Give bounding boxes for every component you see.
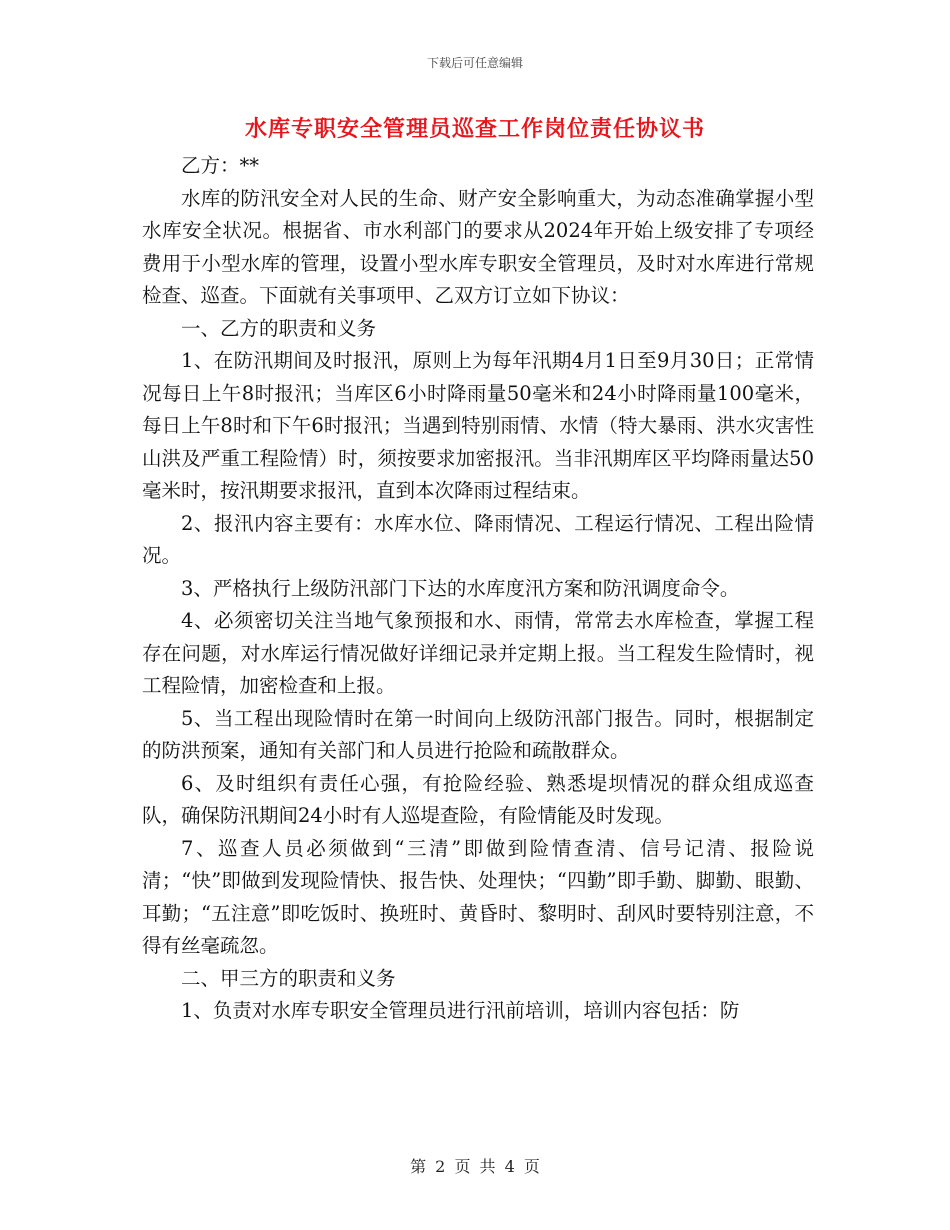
section-2-clause-1: 1、负责对水库专职安全管理员进行汛前培训，培训内容包括：防 xyxy=(181,999,740,1022)
clause-5: 5、当工程出现险情时在第一时间向上级防汛部门报告。同时，根据制定的防洪预案，通知有关部门和人员进行抢险和疏散群众。 xyxy=(142,706,814,762)
clause-1: 1、在防汛期间及时报汛，原则上为每年汛期4月1日至9月30日；正常情况每日上午8时报汛；当库区6小时降雨量50毫米和24小时降雨量100毫米，每日上午8时和下午6时报汛；当遇到特别雨情、水情（特大暴雨、洪水灾害性山洪及严重工程险情）时，须按要求加密报汛。当非汛期库区平均降雨量达50毫米时，按汛期要求报汛，直到本次降雨过程结束。 xyxy=(142,349,814,502)
clause-7: 7、巡查人员必须做到“三清”即做到险情查清、信号记清、报险说清；“快”即做到发现险情快、报告快、处理快；“四勤”即手勤、脚勤、眼勤、耳勤；“五注意”即吃饭时、换班时、黄昏时、黎明时、刮风时要特别注意，不得有丝毫疏忽。 xyxy=(142,836,814,957)
document-title: 水库专职安全管理员巡查工作岗位责任协议书 xyxy=(244,116,705,142)
page-number-footer: 第 2 页 共 4 页 xyxy=(410,1157,540,1176)
document-body xyxy=(142,150,814,1028)
clause-4: 4、必须密切关注当地气象预报和水、雨情，常常去水库检查，掌握工程存在问题，对水库运行情况做好详细记录并定期上报。当工程发生险情时，视工程险情，加密检查和上报。 xyxy=(142,609,814,697)
clause-6: 6、及时组织有责任心强，有抢险经验、熟悉堤坝情况的群众组成巡查队，确保防汛期间24小时有人巡堤查险，有险情能及时发现。 xyxy=(142,771,814,827)
intro-paragraph: 水库的防汛安全对人民的生命、财产安全影响重大，为动态准确掌握小型水库安全状况。根据省、市水利部门的要求从2024年开始上级安排了专项经费用于小型水库的管理，设置小型水库专职安全管理员，及时对水库进行常规检查、巡查。下面就有关事项甲、乙双方订立如下协议： xyxy=(142,186,814,307)
party-b-line: 乙方：** xyxy=(181,154,260,177)
header-note: 下载后可任意编辑 xyxy=(426,56,523,70)
section-heading-1: 一、乙方的职责和义务 xyxy=(181,316,377,340)
clause-3: 3、严格执行上级防汛部门下达的水库度汛方案和防汛调度命令。 xyxy=(181,576,740,600)
section-heading-2: 二、甲三方的职责和义务 xyxy=(181,966,396,990)
clause-2: 2、报汛内容主要有：水库水位、降雨情况、工程运行情况、工程出险情况。 xyxy=(142,511,814,567)
